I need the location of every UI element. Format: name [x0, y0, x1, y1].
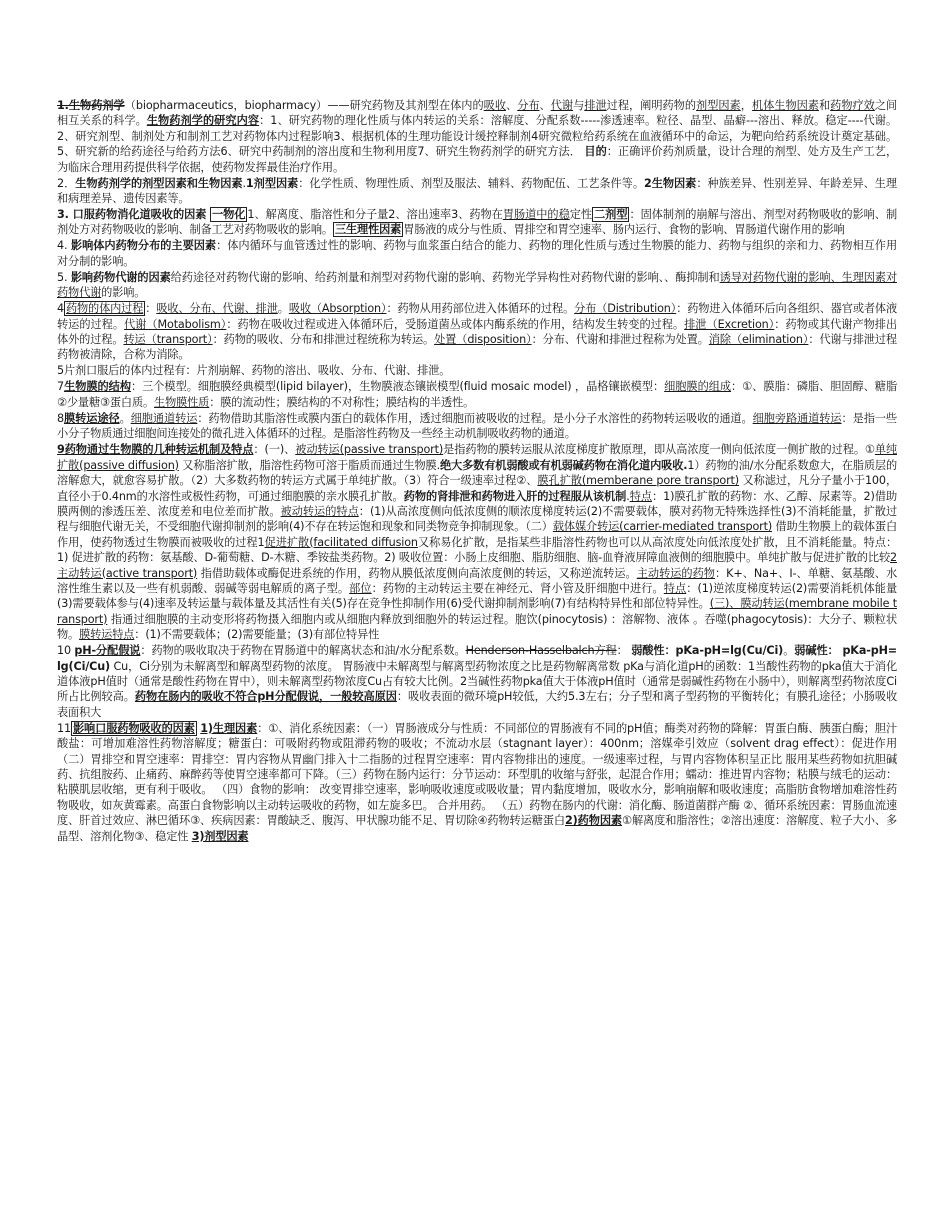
- text-run: 11: [57, 721, 71, 735]
- text-run: ：三个模型。细胞膜经典模型(lipid bilayer)，生物膜液态镶嵌模型(fluid mosaic model) ，晶格镶嵌模型：: [130, 380, 665, 394]
- text-run: 诱导对药物代谢的影响、生理因素对药物代谢: [57, 270, 898, 300]
- text-run: ：药物的主动转运主要在神经元、肾小管及肝细胞中进行。: [371, 581, 664, 595]
- text-run: 剂型因素: [696, 99, 741, 112]
- text-run: 排泄: [584, 99, 607, 112]
- text-run: 。: [783, 644, 795, 658]
- text-run: 处置（disposition）: [434, 333, 532, 347]
- text-run: 细胞通道转运: [130, 411, 198, 425]
- text-run: (三)、膜动转运(membrane mobile transport): [57, 597, 897, 626]
- text-run: 生物药剂学的研究内容: [146, 114, 260, 128]
- text-run: 细胞旁路通道转运: [752, 411, 842, 425]
- text-run: （biopharmaceutics，biopharmacy）——研究药物及其剂型在体内的: [124, 99, 484, 112]
- text-run: 分布: [517, 99, 540, 112]
- text-run: 影响体内药物分布的主要因素: [70, 239, 217, 253]
- text-run: 2主动转运(active transport): [57, 551, 897, 580]
- text-run: 吸收、分布、代谢、排泄: [156, 302, 278, 316]
- text-run: 膜转运特点: [79, 628, 135, 642]
- text-run: ：正确评价药剂质量，设计合理的剂型、处方及生产工艺，为临床合理用药提供科学依据，使药物发挥最佳治疗作用。: [57, 145, 897, 174]
- text-run: 2生物因素: [643, 176, 697, 190]
- paragraph-12: [57, 721, 897, 844]
- paragraph-1: [57, 98, 897, 175]
- paragraph-3: [57, 207, 897, 238]
- text-run: 促进扩散(facilitated diffusion: [264, 535, 418, 549]
- text-run: 给药途径对药物代谢的影响、给药剂量和剂型对药物代谢的影响、药物光学异构性对药物代谢的影响、、酶抑制和: [170, 270, 720, 284]
- text-run: ：膜的流动性；膜结构的不对称性；膜结构的半透性。: [209, 395, 475, 409]
- text-run: 代谢（Motabolism）: [124, 317, 227, 331]
- text-run: 特点: [663, 581, 687, 595]
- text-run: 定性: [569, 208, 593, 222]
- text-run: 特点: [629, 489, 652, 503]
- text-run: .: [242, 176, 246, 190]
- text-run: 、: [539, 99, 551, 112]
- text-run: 7: [57, 380, 64, 394]
- text-run: 3)剂型因素: [191, 829, 249, 843]
- text-run: ：药物的吸收取决于药物在胃肠道中的解离状态和油/水分配系数。: [140, 644, 466, 658]
- paragraph-8: [57, 379, 897, 410]
- text-run: 吸收: [483, 99, 506, 112]
- paragraph-2: [57, 176, 897, 207]
- text-run: 4: [57, 302, 64, 316]
- text-run: 借助生物膜上的载体蛋白作用，使药物透过生物膜而被吸收的过程1: [57, 520, 897, 549]
- text-run: ：化学性质、物理性质、剂型及服法、辅料、药物配伍、工艺条件等。: [298, 176, 644, 190]
- text-run: 吸收（Absorption）: [288, 302, 387, 316]
- text-run: 5.: [57, 270, 71, 284]
- text-run: 影响口服药物吸收的因素: [72, 721, 195, 735]
- text-run: ：种族差异、性别差异、年龄差异、生理和病理差异、遗传因素等。: [57, 176, 897, 206]
- text-run: ：体内循环与血管透过性的影响、药物与血浆蛋白结合的能力、药物的理化性质与透过生物膜的能力、药物与组织的亲和力、药物相互作用对分制的影响。: [57, 239, 898, 268]
- text-run: 10: [57, 644, 75, 658]
- text-run: 与: [573, 99, 585, 112]
- text-run: 机体生物因素: [751, 99, 819, 112]
- text-run: ：是指一些小分子物质通过细胞间连接处的微孔进入体循环的过程。是脂溶性药物及一些经主动机制吸收药物的通道。: [57, 411, 897, 441]
- text-run: ：药物从用药部位进入体循环的过程。: [386, 302, 575, 316]
- text-run: Henderson-Hasselbalch方程: [465, 644, 617, 658]
- text-run: 膜孔扩散(memberane pore transport): [537, 474, 740, 488]
- text-run: 胃肠道中的稳: [502, 208, 570, 222]
- text-run: 生物药剂学的剂型因素和生物因素: [75, 176, 243, 190]
- text-run: ：代谢与排泄过程药物被清除，合称为消除。: [57, 333, 897, 362]
- text-run: ：①、消化系统因素：（一）胃肠液成分与性质：不同部位的胃肠液有不同的pH值；酶类对药物的降解：胃蛋白酶、胰蛋白酶；胆汁酸盐：可增加难溶性药物溶解度；糖蛋白：可吸附药物或阻滞药物的吸收；不流动水层（stagnant layer）：400nm；溶媒牵引效应（solvent drag effect）：促进作用 （二）胃排空和胃空速率：胃排空：胃内容物从胃幽门排入十二指肠的过程胃空速率：胃内容物排出的速度。一级速率过程，与胃内容物体积呈正比 服用某些药物如抗胆碱药、抗组胺药、止痛药、麻醉药等使胃空速率都可下降。（三）药物在肠内运行：分节运动：环型肌的收缩与舒张，起混合作用；蠕动：推进胃内容物；粘膜与绒毛的运动：粘膜肌层收缩，更有利于吸收。 （四）食物的影响： 改变胃排空速率，影响吸收速度或吸收量；胃内黏度增加，吸收水分，影响崩解和吸收速度；高脂肪食物增加难溶性药物吸收，如灰黄霉素。高蛋白食物影响以主动转运吸收的药物，如左旋多巴。 合并用药。 （五）药物在肠内的代谢：消化酶、肠道菌群产酶 ②、循环系统因素：胃肠血流速度、肝首过效应、淋巴循环③、疾病因素：胃酸缺乏、腹泻、甲状腺功能不足、胃切除④药物转运糖蛋白: [57, 721, 898, 828]
- text-run: 胃肠液的成分与性质、胃排空和胃空速率、肠内运行、食物的影响、胃肠道代谢作用的影响: [403, 223, 845, 237]
- text-run: 药物疗效: [830, 99, 875, 112]
- text-run: 被动转运(passive transport): [295, 443, 444, 457]
- text-run: 又称易化扩散，是指某些非脂溶性药物也可以从高浓度处向低浓度处扩散，且不消耗能量。特点：1) 促进扩散的药物：氨基酸、D-葡萄糖、D-木糖、季铵盐类药物。2) 吸收位置：小肠上皮细胞、脂肪细胞、脑-血脊液屏障血液侧的细胞膜中。单纯扩散与促进扩散的比较: [57, 535, 897, 565]
- paragraph-11: [57, 643, 897, 720]
- text-run: ：: [616, 644, 632, 658]
- text-run: 3. 口服药物消化道吸收的因素: [57, 208, 207, 222]
- text-run: 和: [818, 99, 831, 112]
- text-run: 2．: [57, 176, 76, 190]
- text-run: 之间相互关系的科学。: [57, 99, 898, 128]
- text-run: 1.生物药剂学: [57, 99, 125, 112]
- text-run: ：(1)逆浓度梯度转运(2)需要消耗机体能量(3)需要载体参与(4)速率及转运量与载体量及其活性有关(5)存在竞争性抑制作用(6)受代谢抑制剂影响(7)有结构特异性和部位特异性。: [57, 581, 898, 611]
- text-run: ①解离度和脂溶性；②溶出速度：溶解度、粒子大小、多晶型、溶剂化物③、稳定性: [57, 814, 897, 843]
- text-run: 一物化: [211, 208, 246, 222]
- text-run: 弱碱性： pKa-pH=lg(Ci/Cu): [57, 644, 898, 673]
- text-run: 部位: [349, 581, 372, 595]
- text-run: 影响药物代谢的因素: [70, 270, 171, 284]
- text-run: 2)药物因素: [565, 814, 623, 828]
- text-run: 载体媒介转运(carrier-mediated transport): [552, 520, 773, 534]
- document-body: [57, 98, 897, 845]
- text-run: 又称滤过，凡分子量小于100，直径小于0.4nm的水溶性或极性药物，可通过细胞膜的亲水膜孔扩散。: [57, 474, 897, 503]
- text-run: 消除（elimination）: [708, 333, 809, 347]
- text-run: ：1)膜孔扩散的药物：水、乙醇、尿素等。2)借助膜两侧的渗透压差、浓度差和电位差而扩散。: [57, 489, 897, 518]
- text-run: ：(1)从高浓度侧向低浓度侧的顺浓度梯度转运(2)不需要载体，膜对药物无特殊选择性(3)不消耗能量，扩散过程与细胞代谢无关，不受细胞代谢抑制剂的影响(4)不存在转运饱和现象和同类物竞争抑制现象。（二）: [57, 504, 897, 534]
- text-run: 1剂型因素: [245, 176, 299, 190]
- text-run: 主动转运的药物: [636, 566, 715, 580]
- text-run: ，: [740, 99, 752, 112]
- text-run: ：吸收表面的微环境pH较低，大约5.3左右；分子型和离子型药物的平衡转化；有膜孔途径；小肠吸收表面积大: [57, 690, 897, 719]
- text-run: 、: [506, 99, 518, 112]
- text-run: 绝大多数有机弱酸或有机弱碱药物在消化道内吸收.: [439, 458, 688, 472]
- text-run: ：药物的吸收、分布和排泄过程统称为转运。: [212, 333, 435, 347]
- text-run: 排泄（Excretion）: [684, 317, 775, 331]
- text-run: 生物膜的结构: [63, 380, 131, 394]
- text-run: 转运（transport）: [123, 333, 213, 347]
- text-run: 二剂型: [594, 208, 628, 222]
- paragraph-10: [57, 442, 897, 642]
- text-run: 药物的肾排泄和药物进入肝的过程服从该机制: [403, 489, 627, 503]
- text-run: ：固体制剂的崩解与溶出、剂型对药物吸收的影响、制剂处方对药物吸收的影响、制备工艺对药物吸收的影响。: [57, 208, 897, 237]
- text-run: 又称脂溶扩散，脂溶性药物可溶于脂质而通过生物膜.: [178, 458, 440, 472]
- text-run: 生物膜性质: [154, 395, 210, 409]
- text-run: ：药物进入体循环后向各组织、器官或者体液转运的过程。: [57, 302, 897, 331]
- text-run: ：①、膜脂：磷脂、胆固醇、糖脂②少量糖③蛋白质。: [57, 380, 897, 409]
- text-run: 目的: [584, 145, 607, 159]
- text-run: 。: [119, 411, 131, 425]
- text-run: 单纯扩散(passive diffusion): [57, 443, 897, 472]
- paragraph-9: [57, 411, 897, 442]
- text-run: 三生理性因素: [334, 223, 402, 237]
- text-run: ：K+、Na+、I-、单糖、氨基酸、水溶性维生素以及一些有机弱酸、弱碱等弱电解质的离子型。: [57, 566, 898, 595]
- text-run: 9药物通过生物膜的几种转运机制及特点: [57, 443, 254, 457]
- text-run: 被动转运的特点: [280, 504, 359, 518]
- text-run: 膜转运途径: [63, 411, 120, 425]
- text-run: 过程，阐明药物的: [606, 99, 697, 112]
- text-run: 分布（Distribution）: [574, 302, 677, 316]
- text-run: 代谢: [550, 99, 574, 112]
- text-run: ：(一)、: [253, 443, 296, 457]
- text-run: ：(1)不需要载体；(2)需要能量；(3)有部位特异性: [134, 628, 380, 642]
- text-run: ：药物或其代谢产物排出体外的过程。: [57, 317, 897, 347]
- text-run: ：药物在吸收过程或进入体循环后，受肠道菌丛或体内酶系统的作用，结构发生转变的过程。: [226, 317, 685, 331]
- text-run: ：1、研究药物的理化性质与体内转运的关系：溶解度、分配系数-----渗透速率。粒径、晶型、晶癖---溶出、释放。稳定----代谢。2、研究剂型、制剂处方和制剂工艺对药物体内过程影响3、根据机体的生理功能设计缓控释制剂4研究微粒给药系统在血液循环中的命运，为靶向给药系统设计奠定基础。 5、研究新的给药途径与给药方法6、研究中药制剂的溶出度和生物利用度7、研究生物药剂学的研究方法．: [57, 114, 897, 159]
- text-run: .: [626, 489, 630, 503]
- text-run: ：分布、代谢和排泄过程称为处置。: [531, 333, 709, 347]
- text-run: 弱酸性：pKa-pH=lg(Cu/Ci): [631, 644, 784, 658]
- text-run: pH-分配假说: [74, 644, 141, 658]
- paragraph-4: [57, 238, 897, 269]
- text-run: 4.: [57, 239, 71, 253]
- text-run: 1、解离度、脂溶性和分子量2、溶出速率3、药物在: [247, 208, 503, 222]
- text-run: 的影响。: [101, 286, 146, 300]
- text-run: 指通过细胞膜的主动变形将药物摄入细胞内或从细胞内释放到细胞外的转运过程。胞饮(pinocytosis) ：溶解物、液体 。吞噬(phagocytosis)：大分子、颗粒状物。: [57, 612, 897, 642]
- text-run: ：药物借助其脂溶性或膜内蛋白的载体作用，透过细胞而被吸收的过程。是小分子水溶性的药物转运吸收的通道。: [197, 411, 753, 425]
- paragraph-7: [57, 363, 897, 378]
- text-run: 药物的体内过程: [65, 302, 144, 316]
- text-run: 药物在肠内的吸收不符合pH分配假说，一般较高原因: [134, 690, 397, 704]
- text-run: 指借助载体或酶促进系统的作用，药物从膜低浓度侧向高浓度侧的转运，又称逆流转运。: [197, 566, 637, 580]
- text-run: 细胞膜的组成: [664, 380, 732, 394]
- text-run: 1)生理因素: [200, 721, 258, 735]
- text-run: 5片剂口服后的体内过程有：片剂崩解、药物的溶出、吸收、分布、代谢、排泄。: [57, 364, 451, 378]
- text-run: ：: [145, 302, 157, 316]
- text-run: 是指药物的膜转运服从浓度梯度扩散原理，即从高浓度一侧向低浓度一侧扩散的过程。①: [443, 443, 875, 457]
- paragraph-5: [57, 270, 897, 301]
- paragraph-6: [57, 301, 897, 363]
- text-run: 8: [57, 411, 64, 425]
- text-run: Cu，Ci分别为未解离型和解离型药物的浓度。 胃肠液中未解离型与解离型药物浓度之比是药物解离常数 pKa与消化道pH的函数：1当酸性药物的pka值大于消化道体液pH值时（通常是酸性药物在胃中），则未解离型药物浓度Cu占有较大比例。2当碱性药物pka值大于体液pH值时（通常是弱碱性药物在小肠中），则解离型药物浓度Ci所占比例较高。: [57, 659, 897, 704]
- text-run: 。: [277, 302, 289, 316]
- text-run: 1）药物的油/水分配系数愈大，在脂质层的 溶解愈大，就愈容易扩散。（2）大多数药物的转运方式属于单纯扩散。（3）符合一级速率过程②、: [57, 458, 897, 488]
